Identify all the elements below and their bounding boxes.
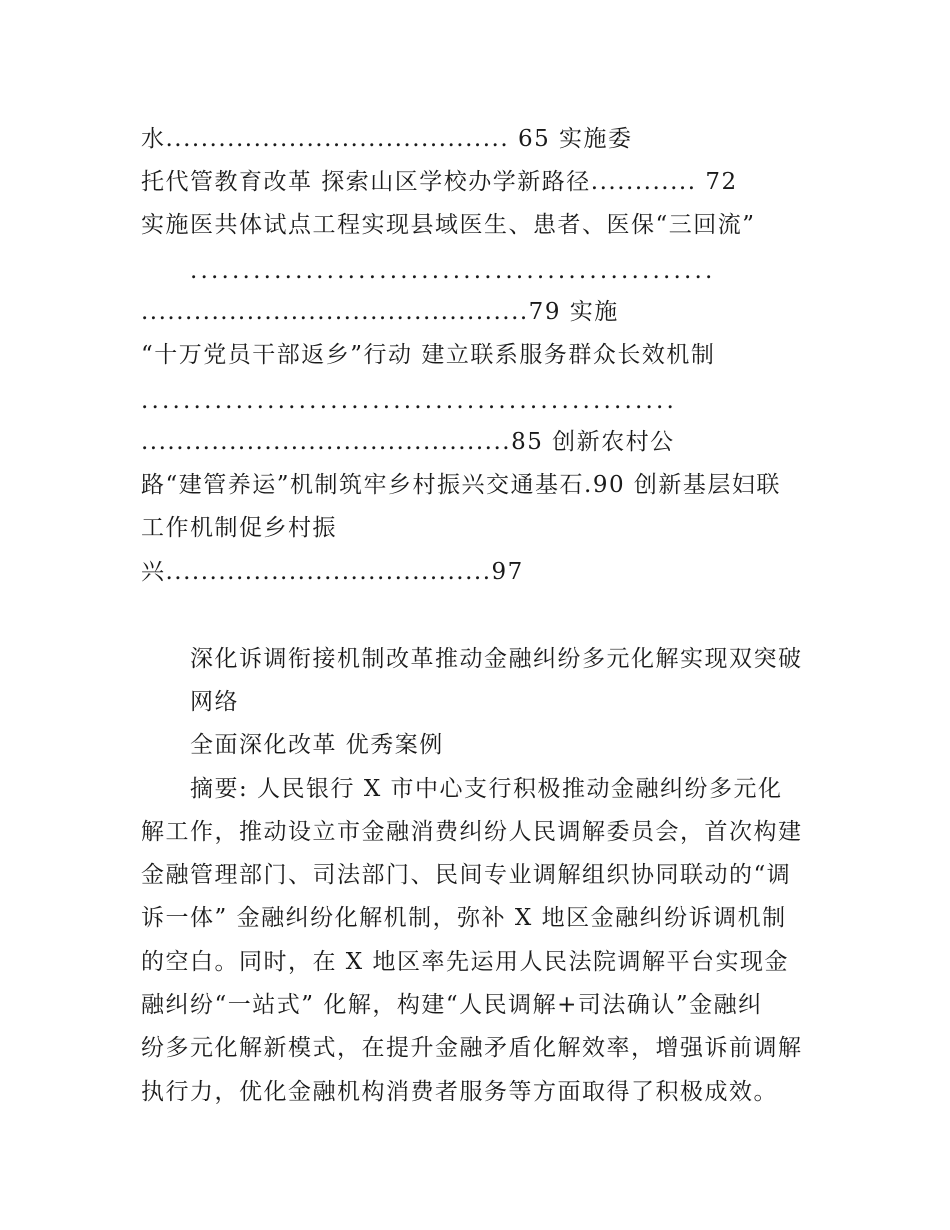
abstract-line: 摘要: 人民银行 X 市中心支行积极推动金融纠纷多元化: [190, 776, 783, 802]
toc-leader-dots: ..................................................: [190, 258, 716, 284]
toc-line: ..........................................85 创新农村公: [141, 429, 675, 455]
article-title: 深化诉调衔接机制改革推动金融纠纷多元化解实现双突破: [190, 646, 803, 672]
toc-line: 水....................................... 65 实施委: [141, 126, 633, 152]
abstract-line: 执行力，优化金融机构消费者服务等方面取得了积极成效。: [141, 1079, 778, 1105]
abstract-line: 解工作，推动设立市金融消费纠纷人民调解委员会，首次构建: [141, 819, 803, 845]
article-subtitle: 全面深化改革 优秀案例: [190, 732, 444, 758]
toc-line: 托代管教育改革 探索山区学校办学新路径............ 72: [141, 169, 738, 195]
toc-line: 工作机制促乡村振: [141, 515, 337, 541]
toc-line: “十万党员干部返乡”行动 建立联系服务群众长效机制: [141, 342, 716, 368]
toc-line: ............................................79 实施: [141, 299, 619, 325]
toc-line: 实施医共体试点工程实现县域医生、患者、医保“三回流”: [141, 212, 756, 238]
abstract-line: 金融管理部门、司法部门、民间专业调解组织协同联动的“调: [141, 862, 792, 888]
abstract-line: 的空白。同时，在 X 地区率先运用人民法院调解平台实现金: [141, 949, 789, 975]
article-title-cont: 网络: [190, 689, 239, 715]
abstract-line: 纷多元化解新模式，在提升金融矛盾化解效率，增强诉前调解: [141, 1035, 803, 1061]
abstract-line: 融纠纷“一站式” 化解，构建“人民调解+司法确认”金融纠: [141, 992, 763, 1018]
toc-line: 路“建管养运”机制筑牢乡村振兴交通基石.90 创新基层妇联: [141, 472, 781, 498]
toc-line: 兴.....................................97: [141, 559, 524, 585]
toc-leader-dots: ...................................................: [141, 388, 678, 414]
abstract-line: 诉一体” 金融纠纷化解机制，弥补 X 地区金融纠纷诉调机制: [141, 905, 787, 931]
